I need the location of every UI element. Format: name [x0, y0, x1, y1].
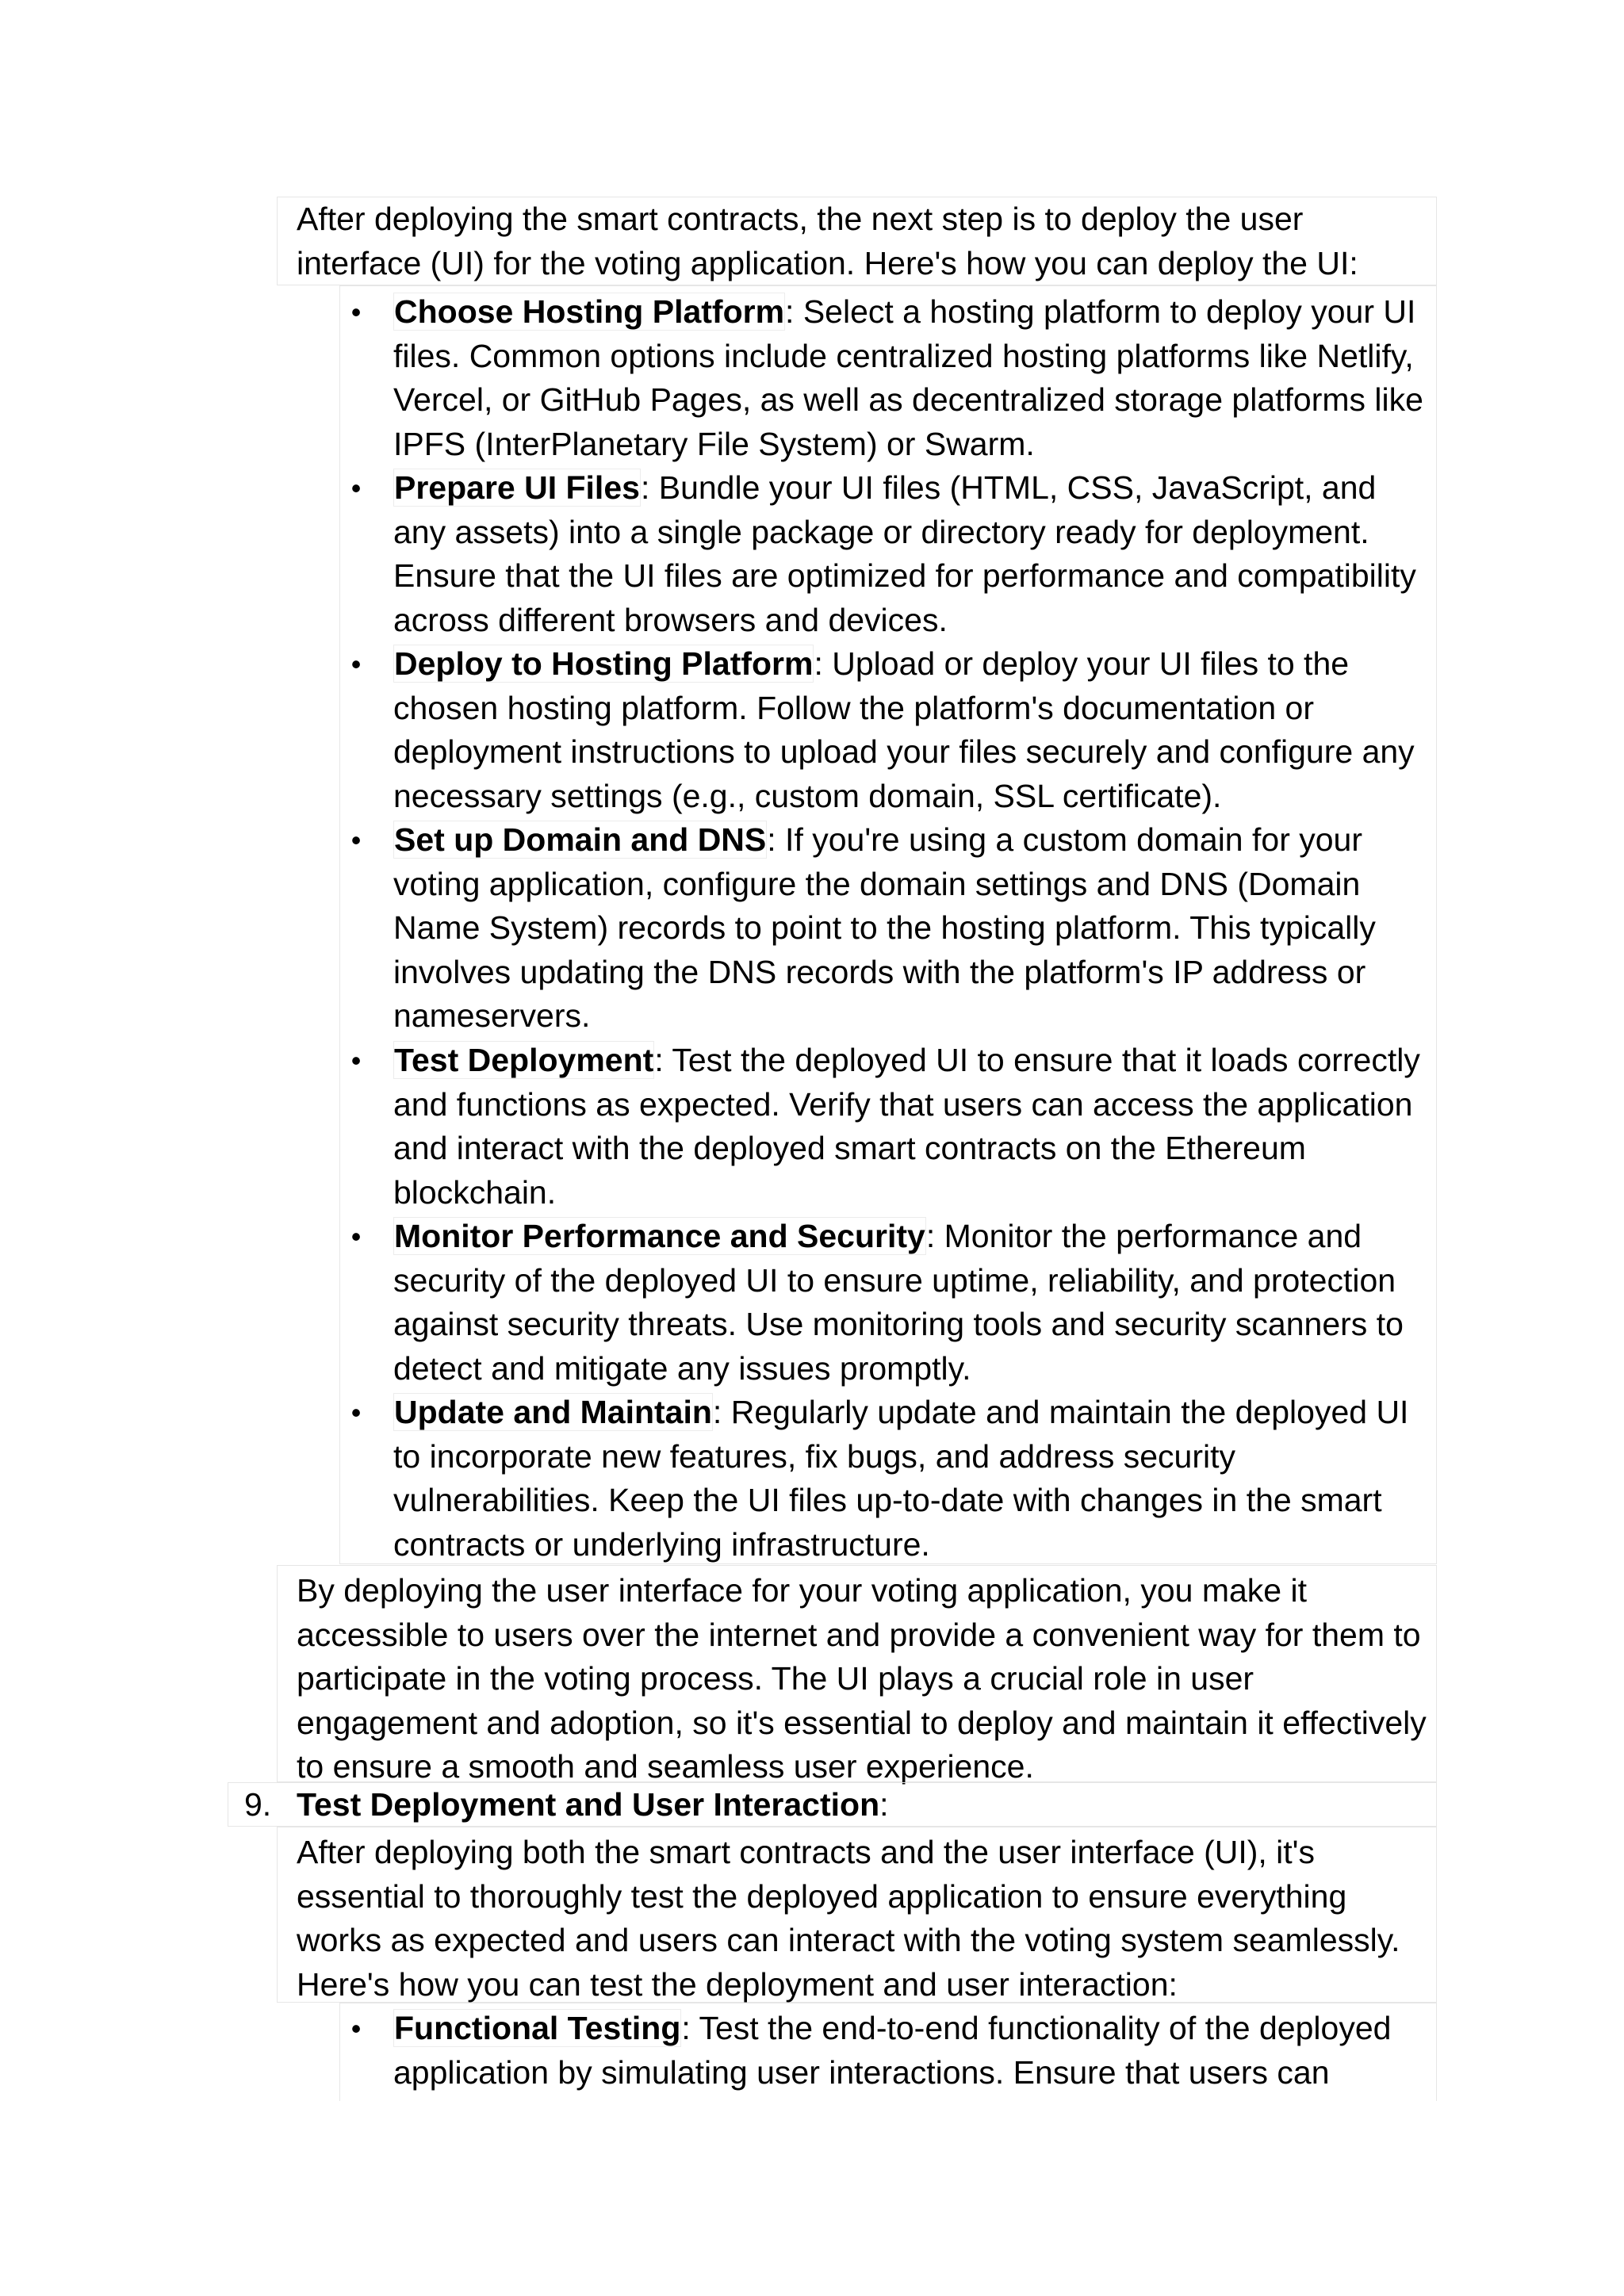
list-item-text: : Regularly update and maintain the deployed UI to incorporate new features, fix bugs, and address security vulnerabilities. Keep the UI files up-to-date with changes in the smart contracts or underlying infrastructure.	[393, 1394, 1409, 1563]
list-item	[393, 642, 1437, 818]
bullet-icon: •	[350, 824, 362, 856]
list-item-text: : If you're using a custom domain for your voting application, configure the domain settings and DNS (Domain Name System) records to point to the hosting platform. This typically involves updating the DNS records with the platform's IP address or nameservers.	[393, 821, 1376, 1035]
list-item	[393, 1391, 1437, 1567]
conclusion-paragraph	[277, 1565, 1437, 1785]
section-number: 9.	[244, 1786, 272, 1823]
section-title-wrap	[297, 1783, 889, 1827]
bullet-icon: •	[350, 1044, 362, 1077]
section-title: Test Deployment and User Interaction	[297, 1786, 880, 1823]
section-9-heading	[228, 1782, 1437, 1827]
intro-paragraph	[277, 197, 1437, 285]
list-item	[393, 818, 1437, 1039]
list-item-term: Deploy to Hosting Platform	[394, 645, 814, 682]
bullet-icon: •	[350, 2012, 362, 2045]
list-item-text: : Test the deployed UI to ensure that it loads correctly and functions as expected. Verify that users can access the application and interact with the deployed smart contracts on the Ethereum blockchain.	[393, 1042, 1420, 1211]
list-item-term: Update and Maintain	[394, 1394, 712, 1430]
intro-text: After deploying the smart contracts, the next step is to deploy the user interface (UI) for the voting application. Here's how you can deploy the UI:	[297, 201, 1358, 281]
list-item	[393, 1039, 1437, 1215]
bullet-icon: •	[350, 648, 362, 680]
conclusion-text: By deploying the user interface for your voting application, you make it accessible to users over the internet and provide a convenient way for them to participate in the voting process. The UI plays a crucial role in user engagement and adoption, so it's essential to deploy and maintain it effectively to ensure a smooth and seamless user experience.	[297, 1572, 1427, 1785]
list-item-text: : Upload or deploy your UI files to the chosen hosting platform. Follow the platform's documentation or deployment instructions to upload your files securely and configure any necessary settings (e.g., custom domain, SSL certificate).	[393, 645, 1415, 814]
list-item-term: Prepare UI Files	[394, 469, 640, 506]
section-9-intro-text: After deploying both the smart contracts and the user interface (UI), it's essential to thoroughly test the deployed application to ensure everything works as expected and users can interact with the voting system seamlessly. Here's how you can test the deployment and user interaction:	[297, 1834, 1400, 2003]
list-item	[393, 2007, 1437, 2095]
list-item-text: : Monitor the performance and security of the deployed UI to ensure uptime, reliability, and protection against security threats. Use monitoring tools and security scanners to detect and mitigate any issues promptly.	[393, 1218, 1404, 1387]
list-item-term: Test Deployment	[394, 1042, 654, 1078]
section-title-suffix: :	[879, 1786, 889, 1823]
bullet-icon: •	[350, 296, 362, 328]
list-item	[393, 290, 1437, 466]
list-item-text: : Bundle your UI files (HTML, CSS, JavaScript, and any assets) into a single package or directory ready for deployment. Ensure that the UI files are optimized for performance and compatibility across different browsers and devices.	[393, 469, 1416, 638]
bullet-icon: •	[350, 472, 362, 504]
list-item-term: Functional Testing	[394, 2010, 681, 2046]
list-item	[393, 466, 1437, 642]
list-item	[393, 1215, 1437, 1391]
list-item-term: Monitor Performance and Security	[394, 1218, 925, 1254]
list-item-term: Choose Hosting Platform	[394, 293, 785, 330]
list-item-text: : Test the end-to-end functionality of the deployed application by simulating user interactions. Ensure that users can	[393, 2010, 1392, 2091]
bullet-icon: •	[350, 1396, 362, 1429]
section-9-intro-paragraph	[277, 1827, 1437, 2003]
bullet-icon: •	[350, 1220, 362, 1253]
list-item-text: : Select a hosting platform to deploy your UI files. Common options include centralized hosting platforms like Netlify, Vercel, or GitHub Pages, as well as decentralized storage platforms like IPFS (InterPlanetary File System) or Swarm.	[393, 293, 1423, 462]
list-item-term: Set up Domain and DNS	[394, 821, 767, 858]
